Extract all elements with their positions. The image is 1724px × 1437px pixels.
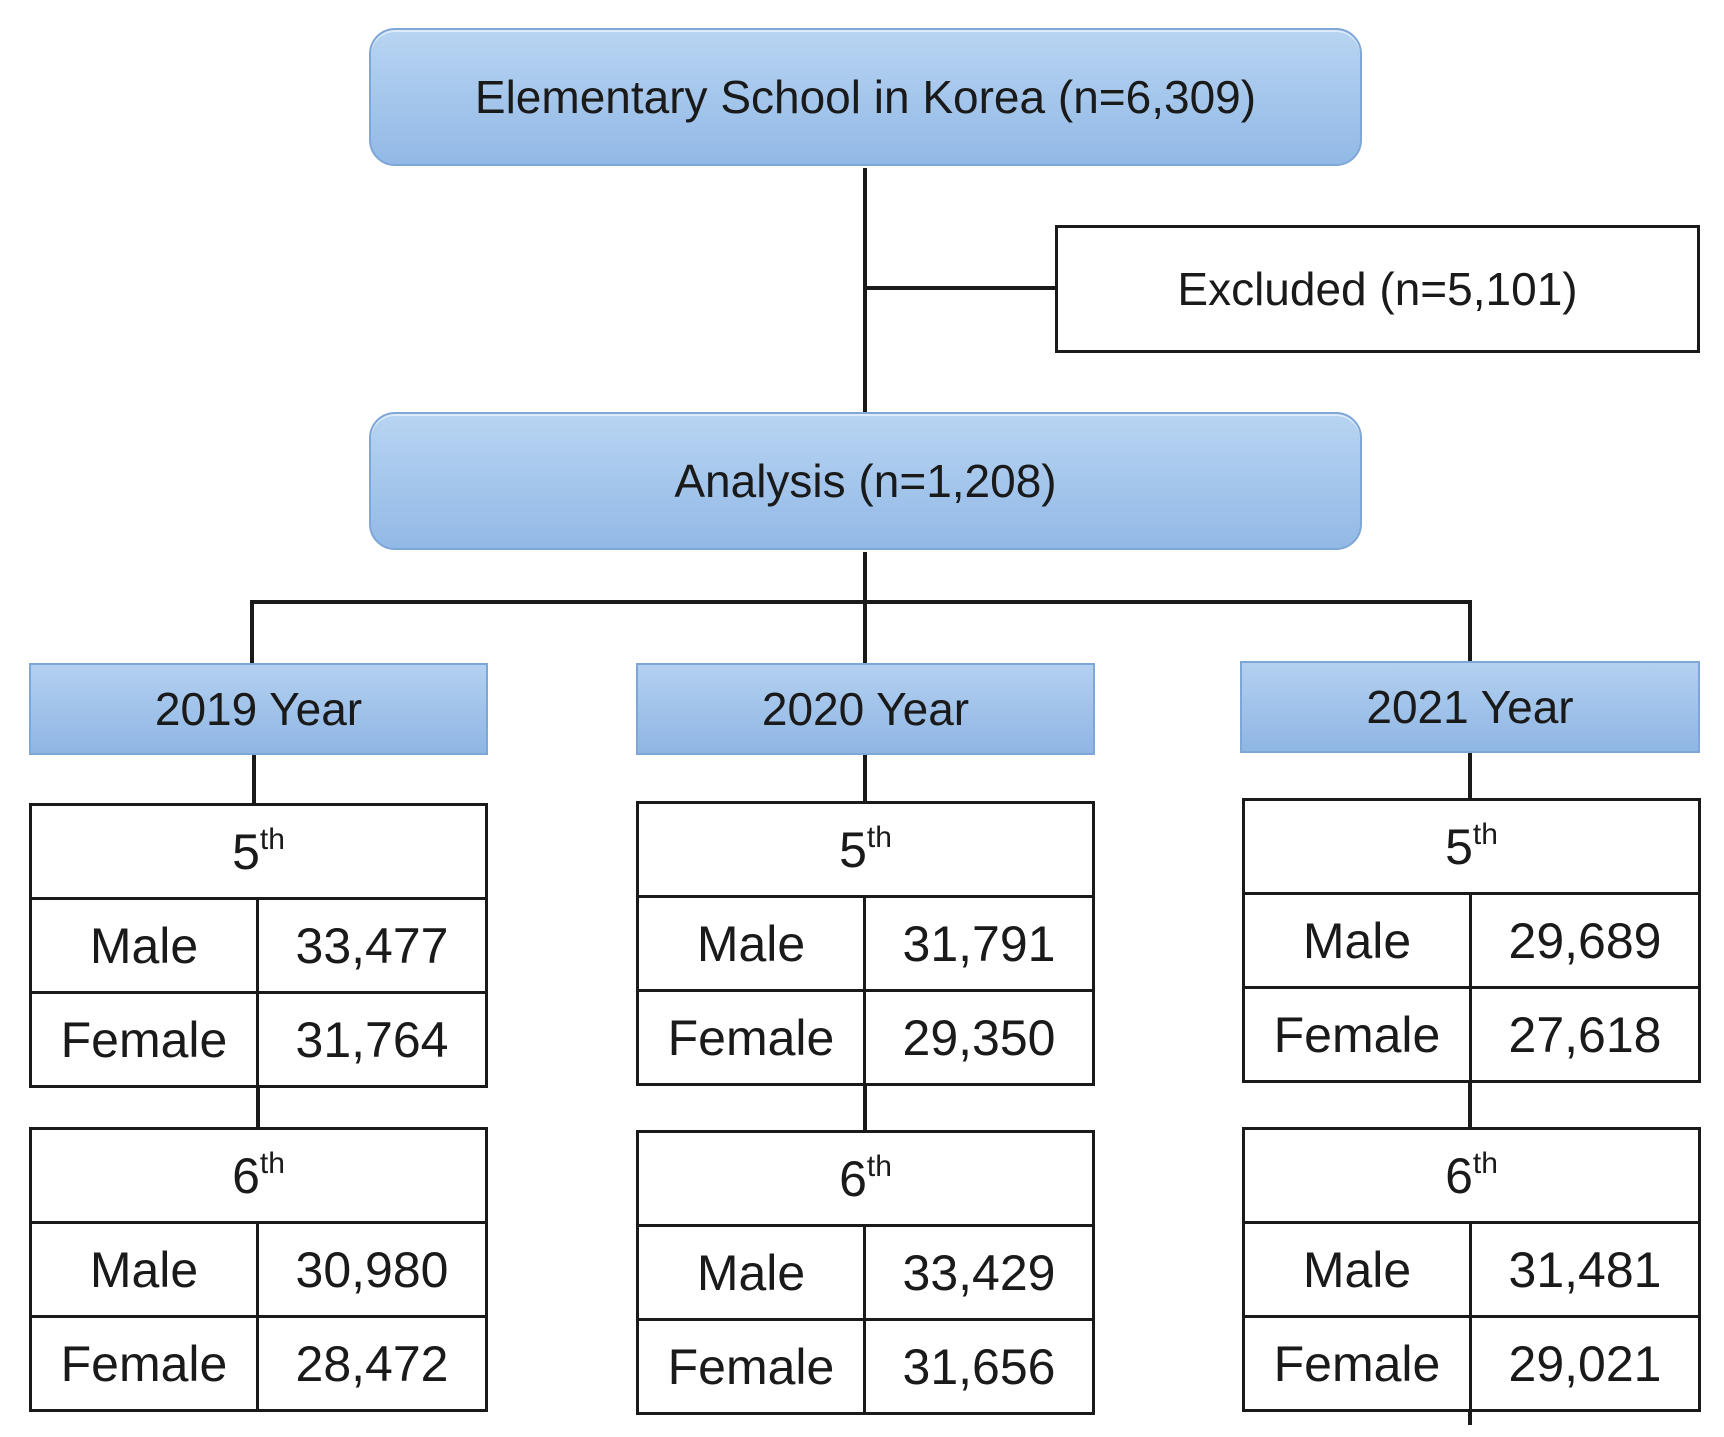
year-node-2021 [1240, 661, 1700, 753]
analysis-node-label: Analysis (n=1,208) [674, 455, 1057, 507]
sex-label: Female [31, 993, 258, 1087]
sex-label: Male [31, 1223, 258, 1317]
grade-table-2020-5th [636, 801, 1095, 1086]
count-value: 31,764 [258, 993, 487, 1087]
count-value: 33,477 [258, 899, 487, 993]
sex-label: Female [1244, 1317, 1471, 1411]
excluded-node [1055, 225, 1700, 353]
sex-label: Male [1244, 894, 1471, 988]
count-value: 33,429 [865, 1226, 1094, 1320]
grade-header: 5th [31, 805, 487, 899]
grade-table-2021-5th [1242, 798, 1701, 1083]
count-value: 30,980 [258, 1223, 487, 1317]
count-value: 29,689 [1471, 894, 1700, 988]
grade-header: 6th [31, 1129, 487, 1223]
table-row [638, 1226, 1094, 1320]
grade-header: 5th [638, 803, 1094, 897]
grade-table-2020-6th [636, 1130, 1095, 1415]
sex-label: Male [31, 899, 258, 993]
analysis-node [369, 412, 1362, 550]
sex-label: Female [31, 1317, 258, 1411]
year-label: 2020 Year [761, 683, 970, 735]
table-row [638, 991, 1094, 1085]
sex-label: Male [1244, 1223, 1471, 1317]
count-value: 28,472 [258, 1317, 487, 1411]
year-split-line [252, 602, 1470, 663]
sex-label: Male [638, 1226, 865, 1320]
root-node-label: Elementary School in Korea (n=6,309) [474, 71, 1257, 123]
table-row [1244, 988, 1700, 1082]
count-value: 31,791 [865, 897, 1094, 991]
sex-label: Female [1244, 988, 1471, 1082]
count-value: 27,618 [1471, 988, 1700, 1082]
grade-header: 5th [1244, 800, 1700, 894]
table-row [31, 899, 487, 993]
year-node-2019 [29, 663, 488, 755]
count-value: 31,656 [865, 1320, 1094, 1414]
year-label: 2021 Year [1366, 681, 1574, 733]
grade-header: 6th [638, 1132, 1094, 1226]
table-row [31, 1223, 487, 1317]
grade-table-2021-6th [1242, 1127, 1701, 1412]
count-value: 29,021 [1471, 1317, 1700, 1411]
excluded-node-label: Excluded (n=5,101) [1177, 263, 1578, 315]
grade-table-2019-5th [29, 803, 488, 1088]
grade-table-2019-6th [29, 1127, 488, 1412]
year-label: 2019 Year [154, 683, 363, 735]
table-row [1244, 894, 1700, 988]
count-value: 29,350 [865, 991, 1094, 1085]
table-row [638, 897, 1094, 991]
sex-label: Female [638, 991, 865, 1085]
table-row [1244, 1317, 1700, 1411]
table-row [1244, 1223, 1700, 1317]
root-node-elementary-schools [369, 28, 1362, 166]
table-row [638, 1320, 1094, 1414]
sex-label: Female [638, 1320, 865, 1414]
sex-label: Male [638, 897, 865, 991]
table-row [31, 993, 487, 1087]
year-node-2020 [636, 663, 1095, 755]
count-value: 31,481 [1471, 1223, 1700, 1317]
grade-header: 6th [1244, 1129, 1700, 1223]
table-row [31, 1317, 487, 1411]
